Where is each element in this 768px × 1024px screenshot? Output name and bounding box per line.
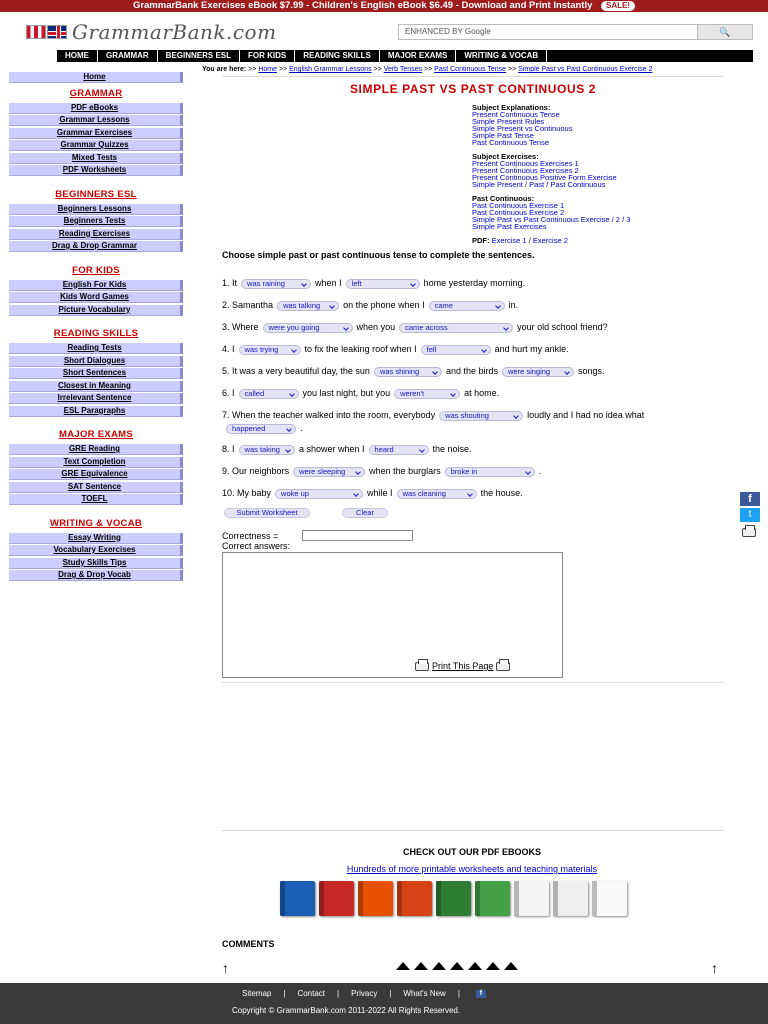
ebook-cover[interactable] <box>280 881 315 916</box>
footer-link[interactable]: Privacy <box>351 989 378 998</box>
sidebar-heading[interactable]: BEGINNERS ESL <box>55 188 137 200</box>
breadcrumb-label: You are here: <box>202 66 247 73</box>
explanation-link[interactable]: Simple Present vs Continuous <box>472 124 573 133</box>
sidebar-item[interactable]: Kids Word Games <box>9 292 183 303</box>
sentence-text: the house. <box>480 488 523 498</box>
sidebar-spacer <box>9 418 183 426</box>
logo-text: GrammarBank.com <box>72 20 277 44</box>
sidebar-item-home[interactable]: Home <box>9 72 183 83</box>
question-number: 1. <box>222 278 230 288</box>
ebook-cover[interactable] <box>514 881 549 916</box>
exercise-sentence <box>222 387 722 400</box>
footer-separator: | <box>337 989 340 998</box>
sidebar-spacer <box>9 178 183 186</box>
exercise-sentence <box>222 409 722 435</box>
search-input[interactable]: ENHANCED BY Google <box>398 24 698 40</box>
answer-select[interactable]: broke in <box>445 467 535 477</box>
exercise-sentence <box>222 487 722 500</box>
submit-worksheet-button[interactable]: Submit Worksheet <box>224 508 310 518</box>
flag-icon <box>26 25 46 39</box>
correct-answers-label: Correct answers: <box>222 541 291 551</box>
sidebar-item[interactable]: Text Completion <box>9 457 183 468</box>
sidebar-item[interactable]: Beginners Lessons <box>9 204 183 215</box>
triangle-icon <box>504 962 518 970</box>
sidebar-item[interactable]: SAT Sentence <box>9 482 183 493</box>
print-page[interactable] <box>412 661 513 671</box>
search-button[interactable] <box>698 24 753 40</box>
footer-link[interactable]: What's New <box>403 989 446 998</box>
exercise-link[interactable]: Simple Present / Past / Past Continuous <box>472 180 606 189</box>
answer-select[interactable]: heard <box>369 445 429 455</box>
answer-select[interactable]: were sleeping <box>293 467 365 477</box>
printer-icon <box>742 528 756 537</box>
sidebar-item[interactable]: Short Dialogues <box>9 356 183 367</box>
question-number: 6. <box>222 388 230 398</box>
nav-item-0[interactable]: HOME <box>57 50 98 62</box>
sidebar-item[interactable]: Drag & Drop Grammar <box>9 241 183 252</box>
ebook-cover[interactable] <box>553 881 588 916</box>
sidebar-item[interactable]: PDF eBooks <box>9 103 183 114</box>
sentence-text: Samantha <box>232 300 274 310</box>
past-continuous-link[interactable]: Past Continuous Exercise 1 <box>472 201 565 210</box>
ebook-cover[interactable] <box>475 881 510 916</box>
triangle-icon <box>450 962 464 970</box>
exercise-sentence <box>222 299 722 312</box>
sentence-text: a shower when I <box>298 444 365 454</box>
question-number: 3. <box>222 322 230 332</box>
exercise-sentence <box>222 343 722 356</box>
answer-select[interactable]: was raining <box>241 279 311 289</box>
uk-flag-icon <box>47 25 67 39</box>
exercise-sentence <box>222 321 722 334</box>
page-title: SIMPLE PAST VS PAST CONTINUOUS 2 <box>349 82 597 96</box>
sentence-text: the noise. <box>432 444 472 454</box>
triangle-icon <box>432 962 446 970</box>
explanation-link[interactable]: Past Continuous Tense <box>472 138 549 147</box>
sentence-text: to fix the leaking roof when I <box>304 344 417 354</box>
nav-item-2[interactable]: BEGINNERS ESL <box>158 50 240 62</box>
copyright: Copyright © GrammarBank.com 2011-2022 All Rights Reserved. <box>232 1006 461 1015</box>
print-page-link[interactable]: Print This Page <box>432 661 494 671</box>
sidebar-item[interactable]: Study Skills Tips <box>9 558 183 569</box>
nav-item-5[interactable]: MAJOR EXAMS <box>380 50 457 62</box>
answer-select[interactable]: was cleaning <box>397 489 477 499</box>
sidebar-spacer <box>9 583 183 591</box>
answer-select[interactable]: was shining <box>374 367 442 377</box>
ebook-cover[interactable] <box>592 881 627 916</box>
pdf-heading: PDF: <box>472 236 490 245</box>
answer-select[interactable]: woke up <box>275 489 363 499</box>
correctness-field[interactable] <box>302 530 413 541</box>
instructions: Choose simple past or past continuous tense to complete the sentences. <box>222 250 535 260</box>
breadcrumb-separator: >> <box>278 66 288 73</box>
facebook-icon[interactable]: f <box>476 990 486 998</box>
pdf-separator: / <box>528 236 531 245</box>
ebooks-title: CHECK OUT OUR PDF EBOOKS <box>402 847 541 857</box>
sidebar-heading[interactable]: READING SKILLS <box>53 328 139 339</box>
divider <box>222 830 724 831</box>
footer-link[interactable]: Contact <box>297 989 326 998</box>
sidebar <box>9 72 183 591</box>
triangle-icon <box>468 962 482 970</box>
site-search <box>398 24 753 40</box>
promo-bar[interactable] <box>0 0 768 12</box>
answer-select[interactable]: were singing <box>502 367 574 377</box>
explanation-link[interactable]: Simple Past Tense <box>472 131 534 140</box>
exercises-heading: Subject Exercises: <box>472 152 539 161</box>
triangle-icon <box>414 962 428 970</box>
answer-select[interactable]: called <box>239 389 299 399</box>
scroll-top-arrow-icon[interactable]: ↑ <box>222 960 229 976</box>
question-number: 10. <box>222 488 235 498</box>
sentence-text: home yesterday morning. <box>423 278 526 288</box>
sidebar-item[interactable]: Reading Tests <box>9 343 183 354</box>
exercise-link[interactable]: Present Continuous Exercises 2 <box>472 166 579 175</box>
sidebar-item[interactable]: Short Sentences <box>9 368 183 379</box>
sentence-text: When the teacher walked into the room, everybody <box>232 410 436 420</box>
question-number: 9. <box>222 466 230 476</box>
breadcrumb-link[interactable]: Home <box>258 66 277 73</box>
divider <box>222 76 724 77</box>
sidebar-item[interactable]: GRE Equivalence <box>9 469 183 480</box>
sidebar-item[interactable]: Reading Exercises <box>9 229 183 240</box>
sentence-text: My baby <box>237 488 272 498</box>
sentence-text: in. <box>508 300 519 310</box>
scroll-top-arrow-icon[interactable]: ↑ <box>711 960 718 976</box>
sidebar-item[interactable]: Grammar Lessons <box>9 115 183 126</box>
question-number: 2. <box>222 300 230 310</box>
ebook-cover[interactable] <box>319 881 354 916</box>
printer-icon <box>415 662 429 671</box>
sidebar-item[interactable]: Drag & Drop Vocab <box>9 570 183 581</box>
promo-text[interactable]: GrammarBank Exercises eBook $7.99 - Children's English eBook $6.49 - Download and Print Instantly <box>132 0 593 11</box>
sidebar-item[interactable]: Irrelevant Sentence <box>9 393 183 404</box>
sentence-text: Our neighbors <box>232 466 290 476</box>
sidebar-spacer <box>9 317 183 325</box>
sentence-text: . <box>300 423 303 433</box>
sidebar-heading[interactable]: FOR KIDS <box>72 264 120 276</box>
sentence-text: and the birds <box>445 366 498 376</box>
sentence-text: when you <box>356 322 396 332</box>
sidebar-item[interactable]: Closest in Meaning <box>9 381 183 392</box>
pdf-exercise-2-link[interactable]: Exercise 2 <box>532 236 568 245</box>
breadcrumb-link[interactable]: Simple Past vs Past Continuous Exercise 2 <box>518 66 653 73</box>
ebook-cover[interactable] <box>397 881 432 916</box>
answer-select[interactable]: was trying <box>239 345 301 355</box>
question-number: 4. <box>222 344 230 354</box>
sidebar-item[interactable]: Beginners Tests <box>9 216 183 227</box>
pdf-exercise-1-link[interactable]: Exercise 1 <box>491 236 527 245</box>
answer-select[interactable]: was taking <box>239 445 295 455</box>
pdf-links <box>472 237 762 244</box>
nav-item-6[interactable]: WRITING & VOCAB <box>456 50 547 62</box>
breadcrumb-separator: >> <box>373 66 382 73</box>
footer-separator: | <box>283 989 286 998</box>
print-share-button[interactable] <box>740 524 760 538</box>
sentence-text: when I <box>315 278 342 288</box>
twitter-icon[interactable]: t <box>740 508 760 522</box>
sentence-text: you last night, but you <box>302 388 391 398</box>
nav-item-1[interactable]: GRAMMAR <box>98 50 158 62</box>
clear-button[interactable]: Clear <box>342 508 388 518</box>
answer-select[interactable]: was talking <box>277 301 339 311</box>
sidebar-item[interactable]: Essay Writing <box>9 533 183 544</box>
ebooks-link[interactable]: Hundreds of more printable worksheets and teaching materials <box>346 864 598 874</box>
sidebar-spacer <box>9 507 183 515</box>
breadcrumb-link[interactable]: English Grammar Lessons <box>289 66 372 73</box>
sidebar-spacer <box>9 254 183 262</box>
sidebar-item[interactable]: Grammar Exercises <box>9 128 183 139</box>
sentence-text: at home. <box>464 388 500 398</box>
printer-icon <box>496 662 510 671</box>
sentence-text: I <box>232 388 235 398</box>
breadcrumb-link[interactable]: Verb Tenses <box>383 66 423 73</box>
answer-select[interactable]: weren't <box>394 389 460 399</box>
exercise-sentence <box>222 443 722 456</box>
ebooks-link-wrap <box>222 864 722 874</box>
answer-select[interactable]: was shouting <box>439 411 523 421</box>
breadcrumb-link[interactable]: Past Continuous Tense <box>434 66 507 73</box>
explanations-heading: Subject Explanations: <box>472 103 551 112</box>
sentence-text: on the phone when I <box>343 300 425 310</box>
sidebar-item[interactable]: Mixed Tests <box>9 153 183 164</box>
ebook-cover[interactable] <box>436 881 471 916</box>
comments-heading: COMMENTS <box>222 939 275 949</box>
question-number: 7. <box>222 410 230 420</box>
sentence-text: . <box>538 466 542 476</box>
sidebar-item[interactable]: TOEFL <box>9 494 183 505</box>
past-continuous-link[interactable]: Simple Past vs Past Continuous Exercise / 2 / 3 <box>472 215 631 224</box>
breadcrumb-separator: >> <box>424 66 433 73</box>
search-icon: 🔍 <box>719 27 731 37</box>
answer-select[interactable]: came <box>429 301 505 311</box>
answer-select[interactable]: came across <box>399 323 513 333</box>
footer <box>0 983 768 1024</box>
sentence-text: while I <box>367 488 393 498</box>
triangle-icon <box>396 962 410 970</box>
correctness-label: Correctness = <box>222 531 279 541</box>
sidebar-heading[interactable]: WRITING & VOCAB <box>49 517 143 529</box>
past-continuous-heading: Past Continuous: <box>472 194 535 203</box>
answer-select[interactable]: fell <box>421 345 491 355</box>
footer-separator: | <box>457 989 460 998</box>
ebook-cover[interactable] <box>358 881 393 916</box>
answer-select[interactable]: happened <box>226 424 296 434</box>
nav-item-4[interactable]: READING SKILLS <box>295 50 380 62</box>
footer-link[interactable]: Sitemap <box>242 989 272 998</box>
sidebar-item[interactable]: GRE Reading <box>9 444 183 455</box>
triangle-icon <box>486 962 500 970</box>
main-nav <box>57 50 753 62</box>
sidebar-item[interactable]: PDF Worksheets <box>9 165 183 176</box>
question-number: 8. <box>222 444 230 454</box>
sidebar-heading[interactable]: GRAMMAR <box>69 87 123 99</box>
explanation-link[interactable]: Present Continuous Tense <box>472 110 560 119</box>
answer-select[interactable]: were you going <box>263 323 353 333</box>
divider <box>222 682 724 683</box>
sentence-text: and hurt my ankle. <box>494 344 569 354</box>
exercise-sentence <box>222 277 722 290</box>
answer-select[interactable]: left <box>346 279 420 289</box>
facebook-icon[interactable]: f <box>740 492 760 506</box>
sidebar-item[interactable]: Grammar Quizzes <box>9 140 183 151</box>
explanation-link[interactable]: Simple Present Rules <box>472 117 545 126</box>
breadcrumb-separator: >> <box>248 66 257 73</box>
question-number: 5. <box>222 366 230 376</box>
sentence-text: It was a very beautiful day, the sun <box>232 366 370 376</box>
correct-answers-textarea[interactable] <box>222 552 563 678</box>
exercise-sentence <box>222 365 722 378</box>
sentence-text: loudly and I had no idea what <box>527 410 645 420</box>
sentence-text: I <box>232 344 235 354</box>
past-continuous-link[interactable]: Simple Past Exercises <box>472 222 547 231</box>
sidebar-heading[interactable]: MAJOR EXAMS <box>58 429 134 440</box>
exercise-link[interactable]: Present Continuous Exercises 1 <box>472 159 579 168</box>
ebook-covers <box>280 881 631 916</box>
sidebar-item[interactable]: Vocabulary Exercises <box>9 545 183 556</box>
exercise-sentence <box>222 465 722 478</box>
site-logo[interactable] <box>26 19 277 45</box>
sentence-text: Where <box>232 322 259 332</box>
footer-separator: | <box>389 989 392 998</box>
decorative-triangles <box>396 962 522 970</box>
sidebar-item[interactable]: ESL Paragraphs <box>9 406 183 417</box>
breadcrumb-separator: >> <box>508 66 517 73</box>
sentence-text: when the burglars <box>369 466 441 476</box>
exercise-link[interactable]: Present Continuous Positive Form Exercise <box>472 173 617 182</box>
breadcrumb <box>202 66 762 73</box>
sentence-text: songs. <box>578 366 605 376</box>
sentence-text: your old school friend? <box>517 322 608 332</box>
social-share <box>740 492 760 538</box>
sidebar-item[interactable]: English For Kids <box>9 280 183 291</box>
sentence-text: It <box>232 278 238 288</box>
sentence-text: I <box>232 444 235 454</box>
sidebar-item[interactable]: Picture Vocabulary <box>9 305 183 316</box>
sale-badge: SALE! <box>601 1 635 11</box>
nav-item-3[interactable]: FOR KIDS <box>240 50 295 62</box>
past-continuous-link[interactable]: Past Continuous Exercise 2 <box>472 208 565 217</box>
related-links <box>472 104 762 251</box>
